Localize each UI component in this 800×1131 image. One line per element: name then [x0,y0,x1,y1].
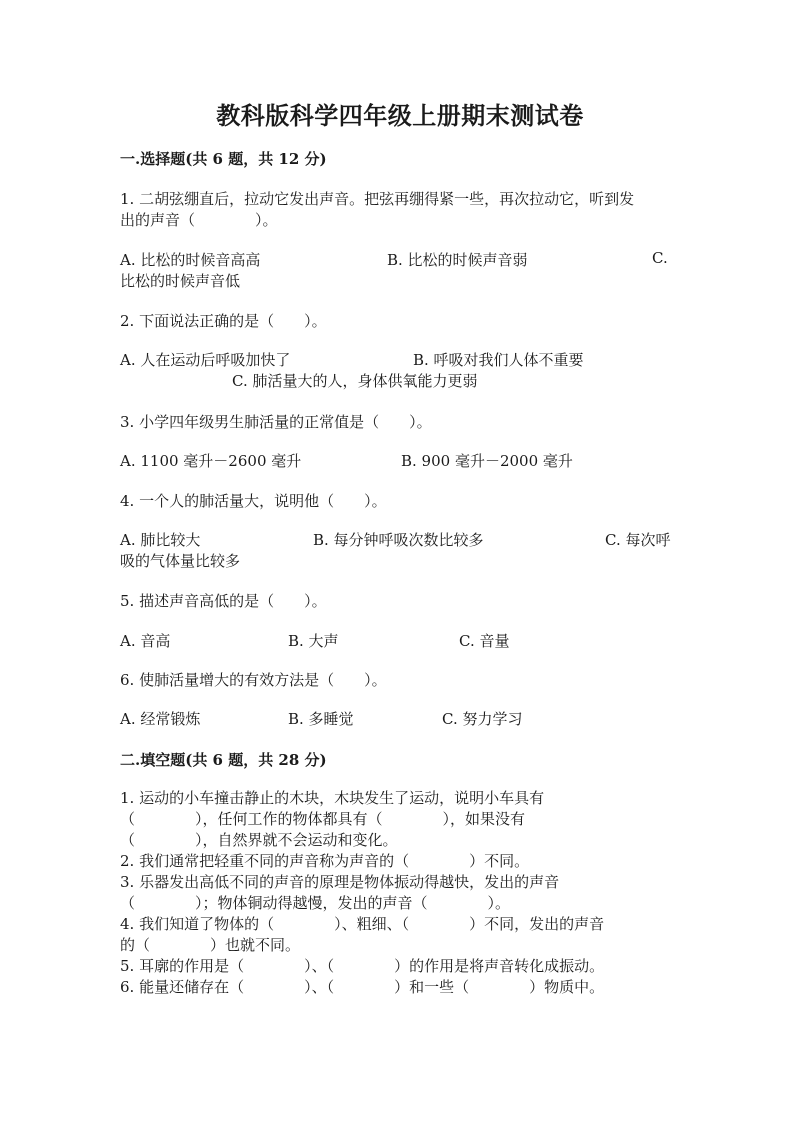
fill-line-2: （ ），任何工作的物体都具有（ ），如果没有 [120,810,526,828]
q4-option-c-text: 吸的气体量比较多 [120,552,241,570]
q3-option-b: B. 900 毫升－2000 毫升 [401,452,573,470]
q1-option-a: A. 比松的时候音高高 [120,251,261,269]
q6-option-b: B. 多睡觉 [288,710,354,728]
q5-option-a: A. 音高 [120,632,171,650]
fill-line-8: 的（ ）也就不同。 [120,936,301,954]
fill-line-3: （ ），自然界就不会运动和变化。 [120,831,398,849]
fill-line-7: 4. 我们知道了物体的（ ）、粗细、（ ）不同，发出的声音 [120,915,605,933]
q6-stem: 6. 使肺活量增大的有效方法是（ ）。 [120,671,387,689]
q1-option-b: B. 比松的时候声音弱 [387,251,528,269]
q4-option-b: B. 每分钟呼吸次数比较多 [313,531,484,549]
q5-option-b: B. 大声 [288,632,339,650]
q4-option-c-prefix: C. 每次呼 [605,531,671,549]
page-title: 教科版科学四年级上册期末测试卷 [216,101,584,130]
q1-option-c-text: 比松的时候声音低 [120,272,241,290]
q3-stem: 3. 小学四年级男生肺活量的正常值是（ ）。 [120,413,432,431]
q1-option-c-prefix: C. [652,249,668,267]
q6-option-c: C. 努力学习 [442,710,523,728]
q2-option-b: B. 呼吸对我们人体不重要 [413,351,584,369]
q4-option-a: A. 肺比较大 [120,531,201,549]
q5-option-c: C. 音量 [459,632,510,650]
fill-line-6: （ ）；物体铜动得越慢，发出的声音（ ）。 [120,894,511,912]
q2-option-c: C. 肺活量大的人，身体供氧能力更弱 [232,372,478,390]
fill-line-1: 1. 运动的小车撞击静止的木块，木块发生了运动，说明小车具有 [120,789,545,807]
fill-line-5: 3. 乐器发出高低不同的声音的原理是物体振动得越快，发出的声音 [120,873,560,891]
fill-line-10: 6. 能量还储存在（ ）、（ ）和一些（ ）物质中。 [120,978,605,996]
fill-line-9: 5. 耳廓的作用是（ ）、（ ）的作用是将声音转化成振动。 [120,957,605,975]
q5-stem: 5. 描述声音高低的是（ ）。 [120,592,327,610]
section-1-heading: 一.选择题(共 6 题，共 12 分) [120,150,327,168]
q2-stem: 2. 下面说法正确的是（ ）。 [120,312,327,330]
q6-option-a: A. 经常锻炼 [120,710,201,728]
q3-option-a: A. 1100 毫升－2600 毫升 [120,452,302,470]
q1-stem-line2: 出的声音（ ）。 [120,211,278,229]
q1-stem-line1: 1. 二胡弦绷直后，拉动它发出声音。把弦再绷得紧一些，再次拉动它，听到发 [120,190,635,208]
fill-line-4: 2. 我们通常把轻重不同的声音称为声音的（ ）不同。 [120,852,530,870]
section-2-heading: 二.填空题(共 6 题，共 28 分) [120,751,327,769]
q2-option-a: A. 人在运动后呼吸加快了 [120,351,291,369]
q4-stem: 4. 一个人的肺活量大，说明他（ ）。 [120,492,387,510]
